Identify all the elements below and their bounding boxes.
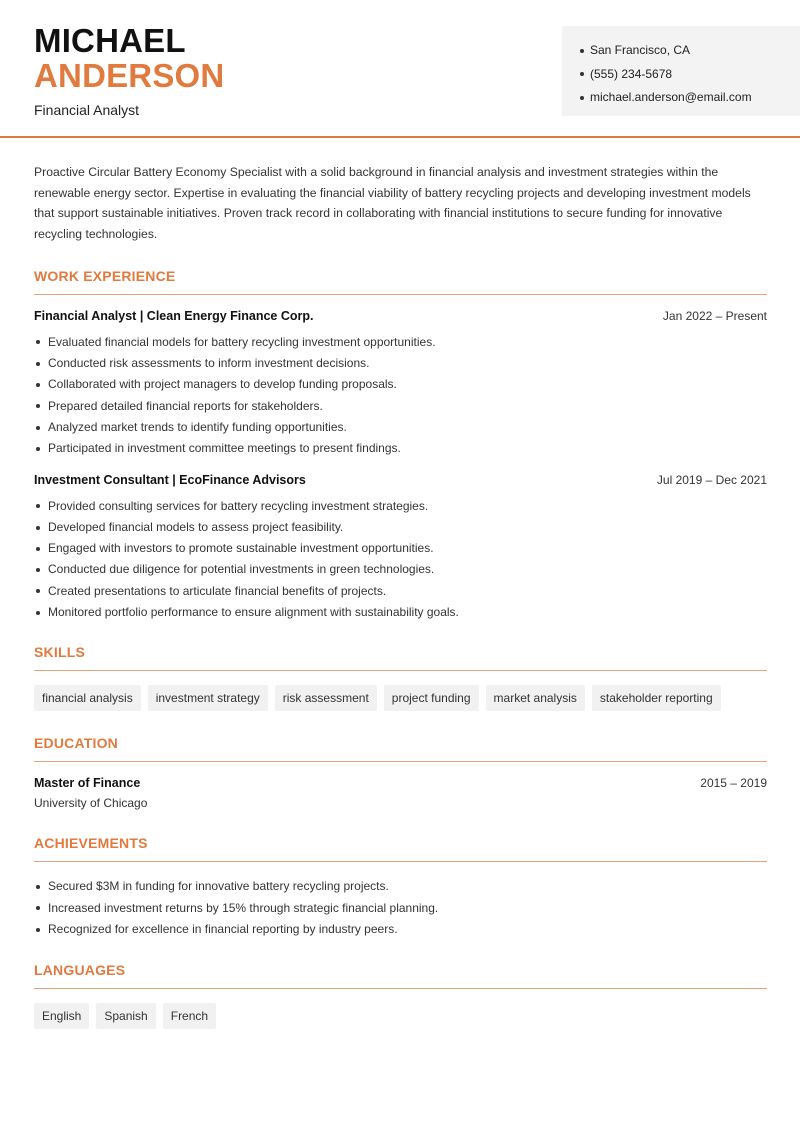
section-title-languages: LANGUAGES <box>34 962 767 989</box>
list-item: Collaborated with project managers to develop funding proposals. <box>34 374 767 395</box>
bullet-icon <box>580 72 584 76</box>
job-role: Investment Consultant | EcoFinance Advisors <box>34 472 306 487</box>
languages-list <box>34 1003 767 1029</box>
skill-chip: project funding <box>384 685 479 711</box>
skills-section <box>34 644 767 711</box>
section-title-achievements: ACHIEVEMENTS <box>34 835 767 862</box>
bullet-icon <box>36 906 40 910</box>
list-item: Developed financial models to assess project feasibility. <box>34 517 767 538</box>
resume-header <box>0 0 800 138</box>
bullet-icon <box>36 885 40 889</box>
bullet-icon <box>36 504 40 508</box>
bullet-icon <box>36 362 40 366</box>
job-entry <box>34 473 767 624</box>
list-item: Evaluated financial models for battery recycling investment opportunities. <box>34 332 767 353</box>
edu-degree: Master of Finance <box>34 776 141 791</box>
bullet-icon <box>36 568 40 572</box>
contact-location <box>580 39 800 63</box>
bullet-icon <box>36 589 40 593</box>
name-block <box>34 24 224 118</box>
list-item: Engaged with investors to promote sustainable investment opportunities. <box>34 538 767 559</box>
list-item: Analyzed market trends to identify funding opportunities. <box>34 417 767 438</box>
list-item: Secured $3M in funding for innovative battery recycling projects. <box>34 876 767 897</box>
bullet-icon <box>580 96 584 100</box>
email-text: michael.anderson@email.com <box>590 90 752 104</box>
bullet-icon <box>580 49 584 53</box>
skill-chip: stakeholder reporting <box>592 685 721 711</box>
education-section <box>34 735 767 810</box>
resume-content <box>34 162 767 1029</box>
edu-school: University of Chicago <box>34 796 148 811</box>
list-item: Recognized for excellence in financial reporting by industry peers. <box>34 919 767 940</box>
language-chip: English <box>34 1003 89 1029</box>
phone-text: (555) 234-5678 <box>590 66 673 81</box>
skill-chip: risk assessment <box>275 685 377 711</box>
list-item: Increased investment returns by 15% through strategic financial planning. <box>34 898 767 919</box>
location-text: San Francisco, CA <box>590 43 691 57</box>
bullet-icon <box>36 611 40 615</box>
job-entry <box>34 309 767 460</box>
section-title-skills: SKILLS <box>34 644 767 671</box>
work-section <box>34 268 767 624</box>
bullet-icon <box>36 340 40 344</box>
skill-chip: investment strategy <box>148 685 268 711</box>
list-item: Created presentations to articulate financial benefits of projects. <box>34 581 767 602</box>
languages-section <box>34 962 767 1029</box>
list-item: Prepared detailed financial reports for stakeholders. <box>34 396 767 417</box>
language-chip: French <box>163 1003 216 1029</box>
job-role: Financial Analyst | Clean Energy Finance Corp. <box>34 308 314 323</box>
job-bullets <box>34 496 767 624</box>
contact-box <box>562 26 800 116</box>
achievements-section <box>34 835 767 940</box>
job-title: Financial Analyst <box>34 102 140 118</box>
skill-chip: market analysis <box>486 685 585 711</box>
first-name: MICHAEL <box>34 22 186 59</box>
bullet-icon <box>36 426 40 430</box>
job-date: Jan 2022 – Present <box>662 308 767 323</box>
list-item: Conducted due diligence for potential investments in green technologies. <box>34 559 767 580</box>
list-item: Provided consulting services for battery recycling investment strategies. <box>34 496 767 517</box>
last-name: ANDERSON <box>34 57 225 94</box>
bullet-icon <box>36 526 40 530</box>
contact-email <box>580 86 800 110</box>
edu-date: 2015 – 2019 <box>700 776 767 791</box>
section-title-work: WORK EXPERIENCE <box>34 268 767 295</box>
bullet-icon <box>36 447 40 451</box>
summary-text: Proactive Circular Battery Economy Specialist with a solid background in financial analysis and investment strategies within the renewable energy sector. Expertise in evaluating the financial viability of battery recycling projects and developing investment models that support sustainable initiatives. Proven track record in collaborating with financial institutions to secure funding for innovative recycling technologies. <box>34 165 751 242</box>
section-title-education: EDUCATION <box>34 735 767 762</box>
contact-phone <box>580 63 800 87</box>
bullet-icon <box>36 928 40 932</box>
bullet-icon <box>36 547 40 551</box>
achievement-list <box>34 876 767 940</box>
list-item: Monitored portfolio performance to ensure alignment with sustainability goals. <box>34 602 767 623</box>
list-item: Participated in investment committee meetings to present findings. <box>34 438 767 459</box>
job-bullets <box>34 332 767 460</box>
bullet-icon <box>36 383 40 387</box>
bullet-icon <box>36 404 40 408</box>
list-item: Conducted risk assessments to inform investment decisions. <box>34 353 767 374</box>
skill-chip: financial analysis <box>34 685 141 711</box>
skills-list <box>34 685 767 711</box>
job-date: Jul 2019 – Dec 2021 <box>656 472 767 487</box>
language-chip: Spanish <box>96 1003 155 1029</box>
